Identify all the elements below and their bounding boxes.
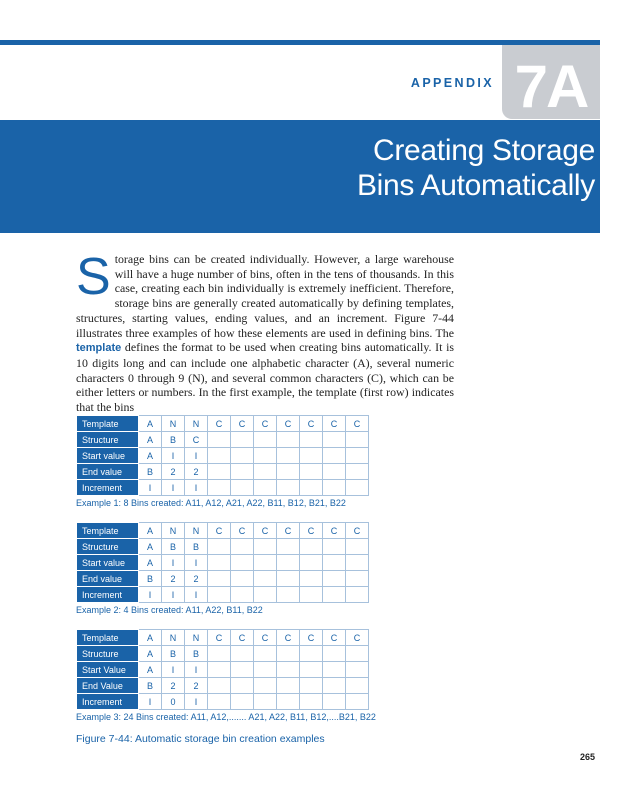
table-cell: B: [162, 432, 185, 448]
table-cell: [323, 587, 346, 603]
body-text-part1: torage bins can be created individually. However, a large warehouse will have a huge number of bins, often in the tens of thousands. In this case, creating each bin individually is extremely inefficient. Therefore, storage bins are generally created automatically by defining templates, structures, starting values, ending values, and an increment. Figure 7-44 illustrates three examples of how these elements are used in defining bins. The: [76, 252, 454, 340]
table-cell: [323, 480, 346, 496]
table-cell: [208, 432, 231, 448]
row-label: End value: [77, 571, 139, 587]
table-cell: [254, 480, 277, 496]
table-cell: 2: [185, 571, 208, 587]
table-cell: [277, 432, 300, 448]
table-row: [77, 464, 369, 480]
table-cell: [231, 539, 254, 555]
example-table-2: [76, 522, 369, 603]
table-cell: [300, 646, 323, 662]
row-label: End value: [77, 464, 139, 480]
body-paragraph: [76, 248, 454, 415]
table-cell: [323, 448, 346, 464]
table-cell: [277, 646, 300, 662]
table-cell: [231, 646, 254, 662]
table-cell: [231, 448, 254, 464]
table-cell: [346, 539, 369, 555]
table-cell: [254, 694, 277, 710]
table-cell: C: [208, 523, 231, 539]
table-cell: B: [185, 539, 208, 555]
table-cell: C: [323, 523, 346, 539]
table-cell: A: [139, 539, 162, 555]
table-cell: [254, 678, 277, 694]
table-cell: [300, 448, 323, 464]
table-cell: [300, 662, 323, 678]
table-cell: [254, 555, 277, 571]
table-cell: I: [162, 555, 185, 571]
table-cell: I: [162, 448, 185, 464]
table-cell: C: [300, 416, 323, 432]
chapter-number: 7A: [514, 53, 588, 120]
table-row: [77, 416, 369, 432]
table-cell: [346, 694, 369, 710]
table-cell: C: [254, 416, 277, 432]
table-cell: I: [139, 587, 162, 603]
table-cell: C: [277, 630, 300, 646]
table-cell: [231, 555, 254, 571]
table-row: [77, 571, 369, 587]
table-cell: I: [162, 480, 185, 496]
table-row: [77, 662, 369, 678]
table-cell: 2: [185, 678, 208, 694]
table-cell: [277, 555, 300, 571]
table-cell: C: [277, 523, 300, 539]
table-cell: [208, 662, 231, 678]
table-cell: [254, 662, 277, 678]
table-cell: A: [139, 432, 162, 448]
table-cell: 0: [162, 694, 185, 710]
example-table-1: [76, 415, 369, 496]
table-cell: [323, 571, 346, 587]
table-cell: B: [162, 539, 185, 555]
page-title: [95, 133, 595, 203]
table-cell: I: [139, 480, 162, 496]
row-label: Structure: [77, 539, 139, 555]
table-cell: C: [300, 630, 323, 646]
table-cell: I: [185, 448, 208, 464]
table-cell: [323, 555, 346, 571]
table-cell: [208, 464, 231, 480]
table-cell: [254, 464, 277, 480]
table-cell: B: [185, 646, 208, 662]
table-row: [77, 678, 369, 694]
table-row: [77, 480, 369, 496]
row-label: Template: [77, 630, 139, 646]
table-cell: [231, 432, 254, 448]
table-cell: B: [139, 678, 162, 694]
row-label: Increment: [77, 694, 139, 710]
table-cell: [323, 646, 346, 662]
table-cell: N: [162, 630, 185, 646]
table-cell: [277, 464, 300, 480]
appendix-label: APPENDIX: [410, 76, 494, 90]
table-cell: A: [139, 555, 162, 571]
table-cell: [208, 555, 231, 571]
table-cell: C: [323, 416, 346, 432]
table-cell: [323, 678, 346, 694]
table-cell: [277, 448, 300, 464]
table-cell: [300, 464, 323, 480]
table-row: [77, 539, 369, 555]
table-cell: [208, 539, 231, 555]
example-caption-3: Example 3: 24 Bins created: A11, A12,....... A21, A22, B11, B12,....B21, B22: [76, 712, 376, 722]
row-label: Template: [77, 416, 139, 432]
table-cell: B: [139, 464, 162, 480]
table-cell: [208, 694, 231, 710]
table-cell: [208, 571, 231, 587]
row-label: Increment: [77, 587, 139, 603]
table-cell: C: [346, 416, 369, 432]
row-label: Template: [77, 523, 139, 539]
table-cell: [231, 464, 254, 480]
table-cell: C: [346, 523, 369, 539]
example-caption-1: Example 1: 8 Bins created: A11, A12, A21, A22, B11, B12, B21, B22: [76, 498, 346, 508]
table-cell: [231, 571, 254, 587]
table-cell: [277, 662, 300, 678]
table-cell: A: [139, 448, 162, 464]
table-cell: [346, 662, 369, 678]
table-cell: [277, 587, 300, 603]
table-cell: A: [139, 662, 162, 678]
table-cell: [254, 571, 277, 587]
table-cell: I: [185, 480, 208, 496]
row-label: Start Value: [77, 662, 139, 678]
figure-caption: Figure 7-44: Automatic storage bin creation examples: [76, 733, 325, 745]
table-cell: I: [162, 662, 185, 678]
table-cell: [300, 571, 323, 587]
row-label: End Value: [77, 678, 139, 694]
title-line-2: Bins Automatically: [356, 169, 595, 202]
table-cell: C: [254, 630, 277, 646]
table-cell: C: [346, 630, 369, 646]
table-row: [77, 523, 369, 539]
table-cell: A: [139, 630, 162, 646]
table-cell: C: [277, 416, 300, 432]
table-cell: [254, 646, 277, 662]
table-row: [77, 448, 369, 464]
table-cell: [231, 678, 254, 694]
table-cell: [346, 448, 369, 464]
row-label: Structure: [77, 646, 139, 662]
table-cell: A: [139, 646, 162, 662]
table-cell: N: [185, 523, 208, 539]
table-cell: [277, 571, 300, 587]
table-cell: I: [162, 587, 185, 603]
table-cell: B: [162, 646, 185, 662]
table-cell: [323, 432, 346, 448]
table-cell: B: [139, 571, 162, 587]
table-cell: I: [185, 662, 208, 678]
table-cell: [254, 539, 277, 555]
table-cell: C: [254, 523, 277, 539]
table-cell: [300, 539, 323, 555]
table-row: [77, 694, 369, 710]
table-cell: 2: [162, 464, 185, 480]
table-cell: C: [300, 523, 323, 539]
table-cell: A: [139, 523, 162, 539]
table-cell: [346, 464, 369, 480]
table-row: [77, 646, 369, 662]
row-label: Start value: [77, 448, 139, 464]
table-cell: [277, 694, 300, 710]
table-cell: N: [185, 630, 208, 646]
table-cell: [300, 587, 323, 603]
table-cell: I: [185, 587, 208, 603]
table-cell: [254, 448, 277, 464]
body-text-part2: defines the format to be used when creating bins automatically. It is 10 digits long and can include one alphabetic character (A), several numeric characters 0 through 9 (N), and several common characters (C), which can be either letters or numbers. In the first example, the template (first row) indicates that the bins: [76, 340, 454, 415]
table-cell: C: [185, 432, 208, 448]
row-label: Increment: [77, 480, 139, 496]
table-cell: [277, 678, 300, 694]
table-cell: [323, 662, 346, 678]
table-cell: [346, 587, 369, 603]
table-cell: [346, 555, 369, 571]
table-cell: [277, 539, 300, 555]
table-cell: [208, 480, 231, 496]
table-row: [77, 555, 369, 571]
table-cell: [300, 678, 323, 694]
table-cell: [208, 646, 231, 662]
table-cell: [323, 464, 346, 480]
table-cell: [231, 480, 254, 496]
page-number: 265: [580, 752, 596, 762]
table-cell: [300, 555, 323, 571]
title-line-1: Creating Storage: [372, 134, 595, 167]
table-cell: [346, 678, 369, 694]
table-cell: [323, 539, 346, 555]
table-cell: [346, 646, 369, 662]
table-cell: C: [231, 630, 254, 646]
table-cell: [208, 587, 231, 603]
table-cell: 2: [185, 464, 208, 480]
table-cell: [346, 571, 369, 587]
example-caption-2: Example 2: 4 Bins created: A11, A22, B11, B22: [76, 605, 263, 615]
table-cell: [231, 587, 254, 603]
table-cell: A: [139, 416, 162, 432]
table-cell: [300, 432, 323, 448]
table-row: [77, 432, 369, 448]
table-cell: N: [162, 416, 185, 432]
table-cell: I: [185, 694, 208, 710]
table-cell: C: [208, 630, 231, 646]
table-cell: C: [231, 416, 254, 432]
row-label: Start value: [77, 555, 139, 571]
row-label: Structure: [77, 432, 139, 448]
table-cell: [300, 694, 323, 710]
table-cell: [323, 694, 346, 710]
table-cell: C: [323, 630, 346, 646]
table-cell: [254, 432, 277, 448]
table-cell: N: [185, 416, 208, 432]
table-row: [77, 630, 369, 646]
table-cell: [208, 678, 231, 694]
table-row: [77, 587, 369, 603]
example-table-3: [76, 629, 369, 710]
drop-cap: S: [76, 248, 111, 306]
keyword-template: template: [76, 342, 122, 355]
table-cell: [346, 432, 369, 448]
table-cell: C: [231, 523, 254, 539]
table-cell: I: [185, 555, 208, 571]
table-cell: I: [139, 694, 162, 710]
table-cell: [254, 587, 277, 603]
table-cell: N: [162, 523, 185, 539]
table-cell: 2: [162, 571, 185, 587]
table-cell: 2: [162, 678, 185, 694]
table-cell: [208, 448, 231, 464]
table-cell: [346, 480, 369, 496]
table-cell: [231, 694, 254, 710]
table-cell: [231, 662, 254, 678]
table-cell: [300, 480, 323, 496]
table-cell: [277, 480, 300, 496]
table-cell: C: [208, 416, 231, 432]
